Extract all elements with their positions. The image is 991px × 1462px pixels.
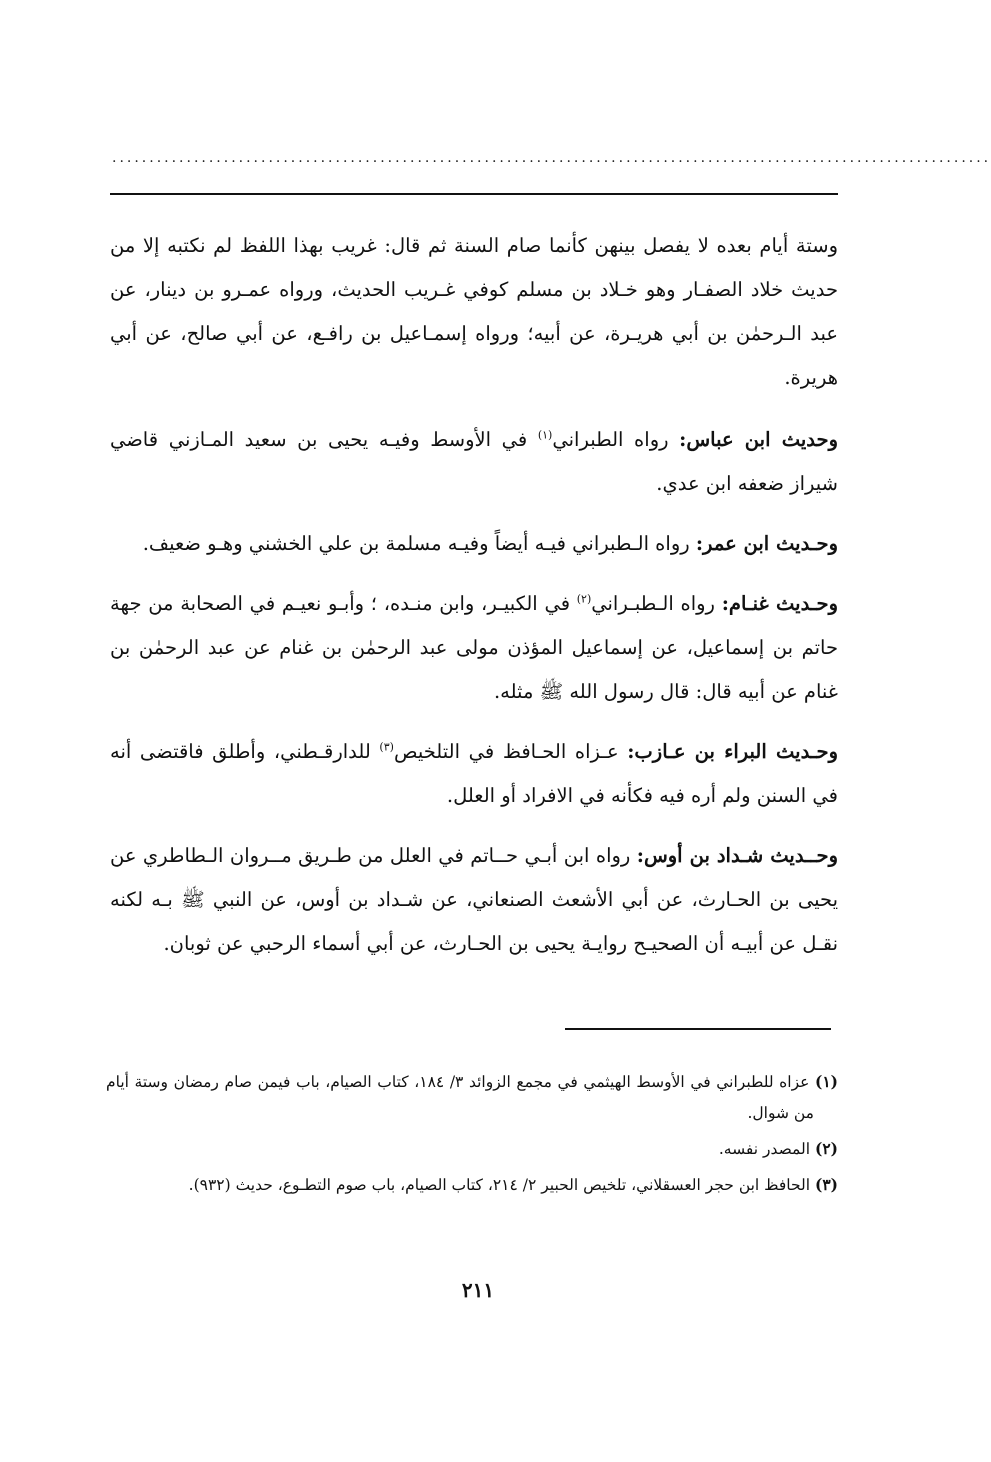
paragraph-text: عـزاه الحـافظ في التلخيص xyxy=(393,740,628,763)
hadith-heading: وحديث ابن عباس: xyxy=(679,428,838,451)
paragraph-ibn-umar xyxy=(110,522,838,566)
footnote-separator xyxy=(565,1028,831,1030)
footnote-3 xyxy=(106,1169,838,1201)
paragraph-bara xyxy=(110,730,838,818)
paragraph-shaddad xyxy=(110,834,838,966)
hadith-heading: وحـديث ابن عمر: xyxy=(695,532,838,555)
header-rule xyxy=(110,193,838,195)
paragraph-text: رواه ابن أبـي حــاتم في العلل من طـريق مــروان الـطاطري عن يحيى بن الحـارث، عن أبي الأشعث الصنعاني، عن شـداد بن أوس، عن النبي ﷺ بـه لكنه نقـل عن أبيـه أن الصحيـح روايـة يحيى بن الحـارث، عن أبي أسماء الرحبي عن ثوبان. xyxy=(110,844,838,955)
footnote-ref-3: (٣) xyxy=(379,740,394,754)
paragraph-text: في الكبيـر، وابن منـده، ؛ وأبـو نعيـم في الصحابة من جهة حاتم بن إسماعيل، عن إسماعيل المؤذن مولى عبد الرحمٰن بن غنام عن عبد الرحمٰن بن غنام عن أبيه قال: قال رسول الله ﷺ مثله. xyxy=(110,592,838,703)
paragraph-text: رواه الطبراني xyxy=(552,428,680,451)
paragraph-text: رواه الـطبراني فيـه أيضاً وفيـه مسلمة بن علي الخشني وهـو ضعيف. xyxy=(142,532,696,555)
footnote-1 xyxy=(106,1066,838,1129)
hadith-heading: وحـديث البراء بن عـازب: xyxy=(627,740,838,763)
footnote-text: عزاه للطبراني في الأوسط الهيثمي في مجمع الزوائد ٣/ ١٨٤، كتاب الصيام، باب فيمن صام رمضان وستة أيام من شوال. xyxy=(106,1073,815,1122)
footnote-text: الحافظ ابن حجر العسقلاني، تلخيص الحبير ٢/ ٢١٤، كتاب الصيام، باب صوم التطـوع، حديث (٩٣٢). xyxy=(188,1176,815,1194)
footnote-number: (٢) xyxy=(814,1139,838,1158)
hadith-heading: وحـديث غنـام: xyxy=(721,592,838,615)
page-number: ٢١١ xyxy=(461,1278,495,1302)
hadith-heading: وحــديث شـداد بن أوس: xyxy=(636,844,838,867)
footnote-text: المصدر نفسه. xyxy=(718,1140,815,1158)
paragraph-text: للدارقـطني، وأطلق فاقتضى أنه في السنن ولم أره فيه فكأنه في الافراد أو العلل. xyxy=(110,740,838,807)
paragraph-text: في الأوسط وفيـه يحيى بن سعيد المـازني قاضي شيراز ضعفه ابن عدي. xyxy=(110,428,838,495)
footnote-ref-2: (٢) xyxy=(576,592,592,606)
paragraph-ghannam xyxy=(110,582,838,714)
paragraph-1: وستة أيام بعده لا يفصل بينهن كأنما صام السنة ثم قال: غريب بهذا اللفظ لم نكتبه إلا من حديث خلاد الصفـار وهو خـلاد بن مسلم كوفي غـريب الحديث، ورواه عمـرو بن دينار، عن عبد الـرحمٰن بن أبي هريـرة، عن أبيه؛ ورواه إسمـاعيل بن رافـع، عن أبي صالح، عن أبي هريرة. xyxy=(110,234,838,389)
footnote-2 xyxy=(106,1133,838,1165)
main-text xyxy=(110,224,838,982)
paragraph-text: رواه الـطبـراني xyxy=(591,592,722,615)
footnote-number: (١) xyxy=(814,1072,838,1091)
paragraph-ibn-abbas xyxy=(110,418,838,506)
footnote-number: (٣) xyxy=(814,1175,838,1194)
footnotes xyxy=(106,1066,838,1205)
footnote-ref-1: (١) xyxy=(537,428,553,442)
header-dotted-line: ...................................................................................................................... xyxy=(112,150,991,166)
